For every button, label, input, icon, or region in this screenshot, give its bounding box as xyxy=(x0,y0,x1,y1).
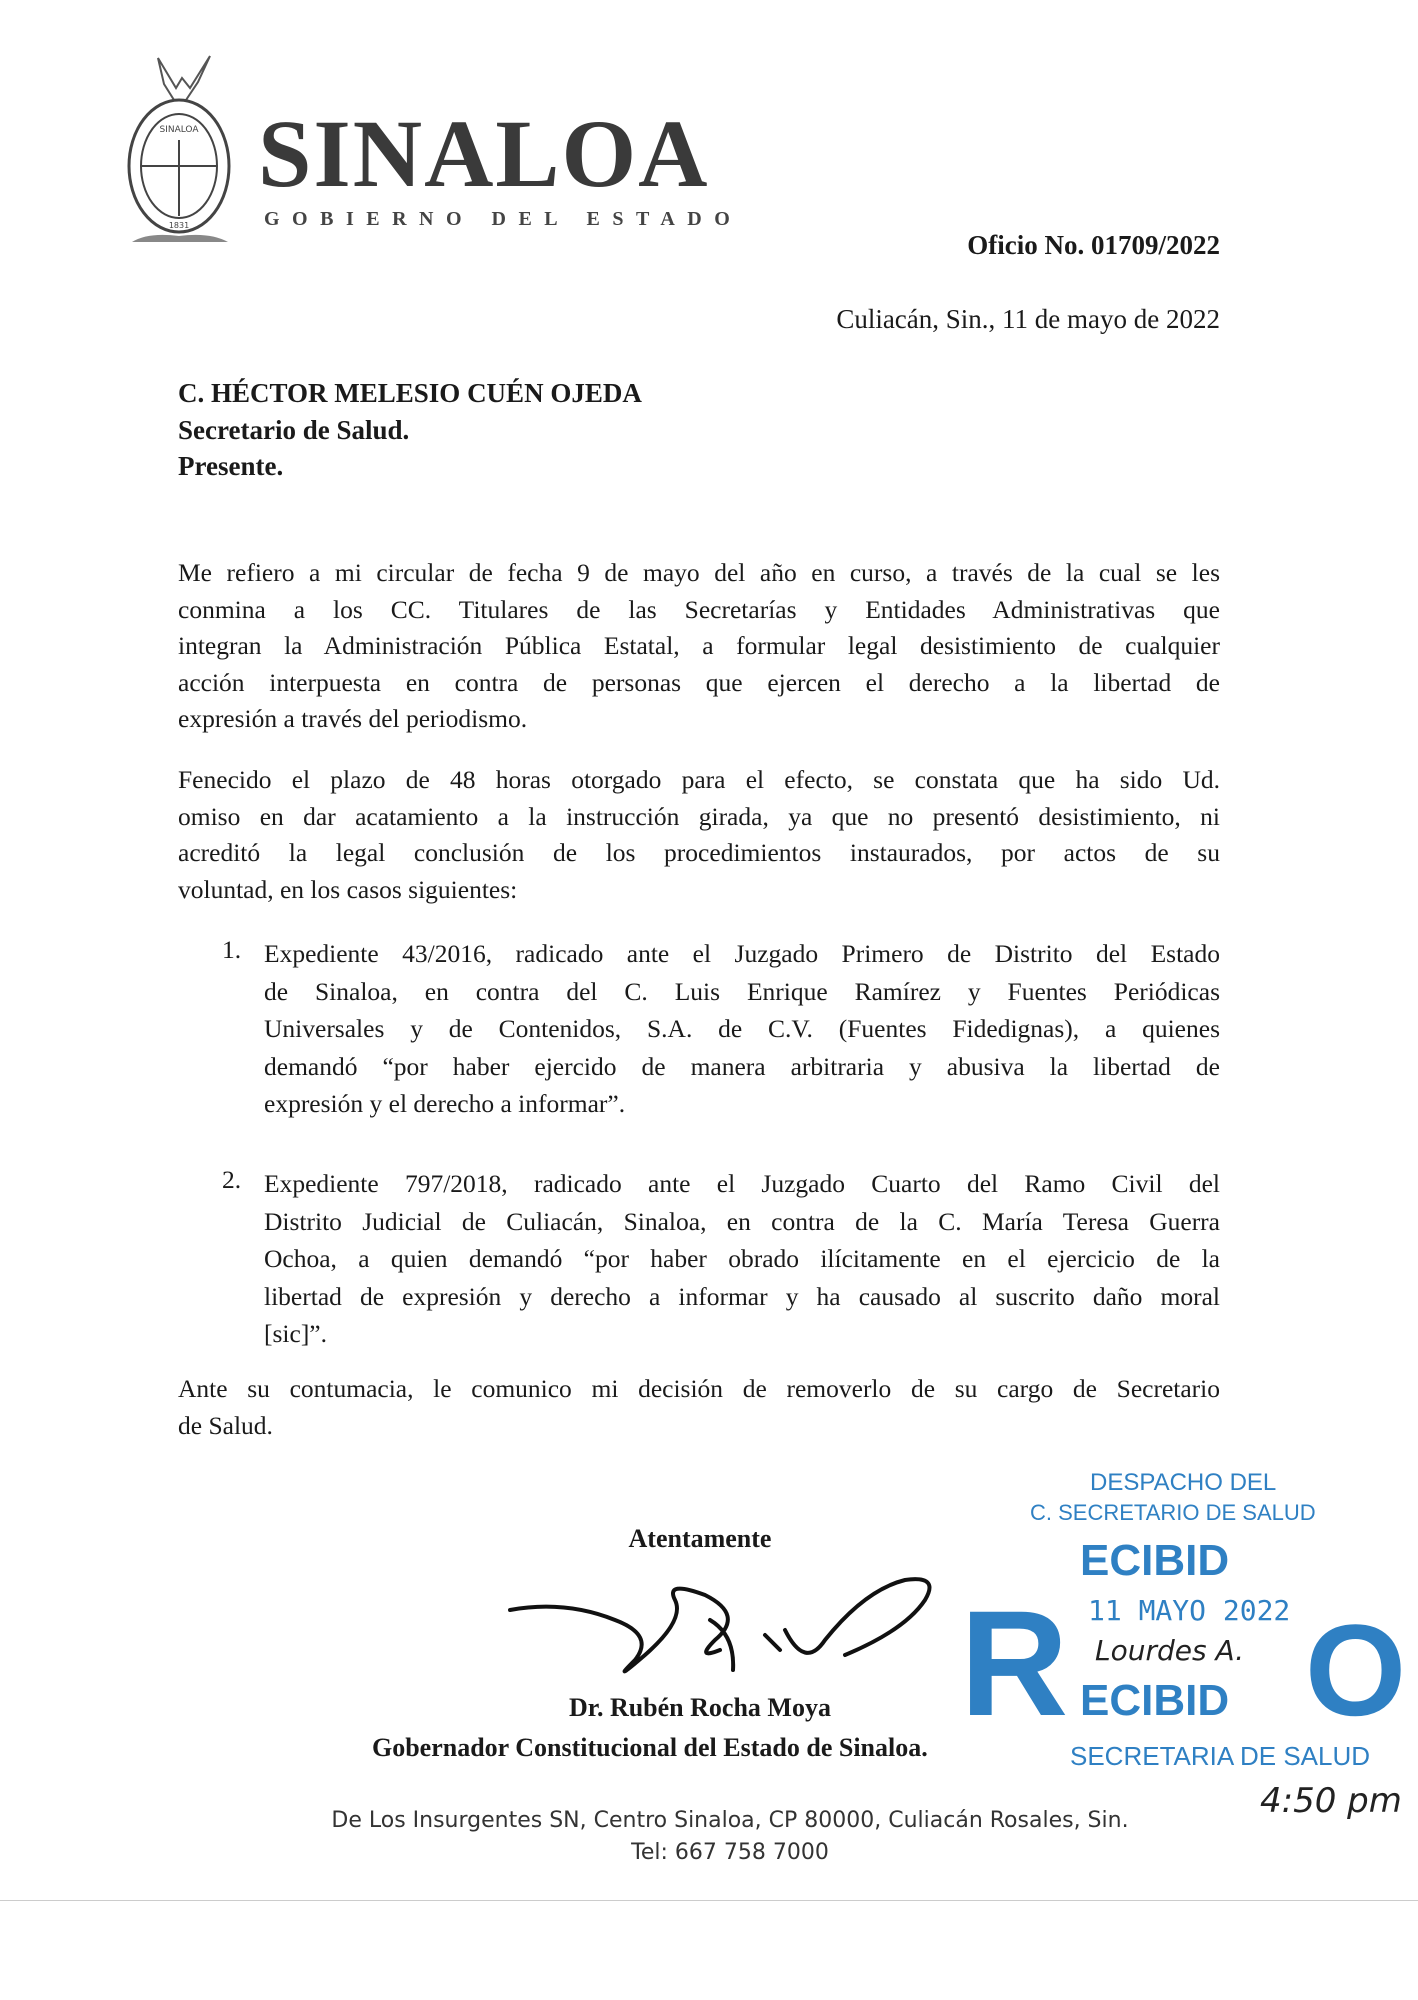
oficio-number: Oficio No. 01709/2022 xyxy=(967,230,1220,260)
text-line: acreditó la legal conclusión de los procedimientos instaurados, por actos de su xyxy=(178,838,1220,867)
text-line: omiso en dar acatamiento a la instrucción girada, ya que no presentó desistimiento, ni xyxy=(178,801,1220,831)
footer-address: De Los Insurgentes SN, Centro Sinaloa, CP 80000, Culiacán Rosales, Sin. xyxy=(331,1808,1129,1833)
text-line: integran la Administración Pública Estatal, a formular legal desistimiento de cualquier xyxy=(178,631,1220,660)
list-item xyxy=(264,935,1220,1123)
list-item-number: 2. xyxy=(222,1165,242,1194)
text-line: Distrito Judicial de Culiacán, Sinaloa, en contra de la C. María Teresa Guerra xyxy=(264,1206,1220,1236)
seal-year: 1831 xyxy=(168,221,190,230)
body-paragraph-2 xyxy=(178,762,1220,908)
text-line: Ante su contumacia, le comunico mi decisión de removerlo de su cargo de Secretario xyxy=(178,1374,1220,1403)
state-seal-logo xyxy=(118,48,240,244)
closing-salutation: Atentamente xyxy=(628,1524,772,1553)
list-item-number: 1. xyxy=(222,935,242,964)
stamp-line2: C. SECRETARIO DE SALUD xyxy=(1030,1500,1316,1525)
seal-text: SINALOA xyxy=(159,125,199,135)
text-line: Expediente 797/2018, radicado ante el Juzgado Cuarto del Ramo Civil del xyxy=(264,1169,1220,1198)
stamp-footer: SECRETARIA DE SALUD xyxy=(1070,1741,1371,1771)
page-divider xyxy=(0,1900,1418,1901)
body-paragraph-1 xyxy=(178,555,1220,738)
text-line: Ochoa, a quien demandó “por haber obrado ilícitamente en el ejercicio de la xyxy=(264,1244,1220,1273)
text-line: Me refiero a mi circular de fecha 9 de mayo del año en curso, a través de la cual se les xyxy=(178,558,1220,587)
stamp-big-o: O xyxy=(1305,1597,1407,1743)
stamp-recibido-bottom: ECIBID xyxy=(1080,1676,1230,1725)
text-line: Universales y de Contenidos, S.A. de C.V. (Fuentes Fidedignas), a quienes xyxy=(264,1014,1220,1043)
stamp-recibido-top: ECIBID xyxy=(1080,1536,1230,1585)
stamp-date: 11 MAYO 2022 xyxy=(1088,1594,1291,1627)
text-line: de Salud. xyxy=(178,1410,273,1440)
addressee-name: C. HÉCTOR MELESIO CUÉN OJEDA xyxy=(178,378,642,408)
stamp-handwritten-time: 4:50 pm xyxy=(1260,1781,1402,1821)
signer-name: Dr. Rubén Rocha Moya xyxy=(569,1693,831,1722)
list-item xyxy=(264,1165,1220,1353)
text-line: conmina a los CC. Titulares de las Secretarías y Entidades Administrativas que xyxy=(178,594,1220,624)
addressee-greeting: Presente. xyxy=(178,451,284,481)
text-line: voluntad, en los casos siguientes: xyxy=(178,874,518,904)
addressee-title: Secretario de Salud. xyxy=(178,415,410,445)
place-date: Culiacán, Sin., 11 de mayo de 2022 xyxy=(836,304,1220,334)
body-paragraph-3 xyxy=(178,1371,1220,1444)
brand-title: SINALOA xyxy=(258,100,710,207)
text-line: expresión a través del periodismo. xyxy=(178,704,528,733)
text-line: acción interpuesta en contra de personas que ejercen el derecho a la libertad de xyxy=(178,667,1220,697)
brand-subtitle: GOBIERNO DEL ESTADO xyxy=(264,208,743,230)
signer-title: Gobernador Constitucional del Estado de Sinaloa. xyxy=(372,1733,928,1762)
handwritten-signature xyxy=(505,1560,945,1690)
stamp-big-r: R xyxy=(960,1579,1069,1747)
footer-phone: Tel: 667 758 7000 xyxy=(631,1840,829,1865)
text-line: libertad de expresión y derecho a informar y ha causado al suscrito daño moral xyxy=(264,1281,1220,1311)
text-line: [sic]”. xyxy=(264,1319,328,1348)
text-line: expresión y el derecho a informar”. xyxy=(264,1089,626,1118)
text-line: demandó “por haber ejercido de manera arbitraria y abusiva la libertad de xyxy=(264,1051,1220,1081)
stamp-line1: DESPACHO DEL xyxy=(1090,1469,1277,1496)
text-line: Expediente 43/2016, radicado ante el Juzgado Primero de Distrito del Estado xyxy=(264,939,1220,968)
text-line: de Sinaloa, en contra del C. Luis Enrique Ramírez y Fuentes Periódicas xyxy=(264,976,1220,1006)
stamp-handwritten-name: Lourdes A. xyxy=(1095,1634,1245,1667)
received-stamp xyxy=(960,1460,1418,1840)
text-line: Fenecido el plazo de 48 horas otorgado para el efecto, se constata que ha sido Ud. xyxy=(178,765,1220,794)
